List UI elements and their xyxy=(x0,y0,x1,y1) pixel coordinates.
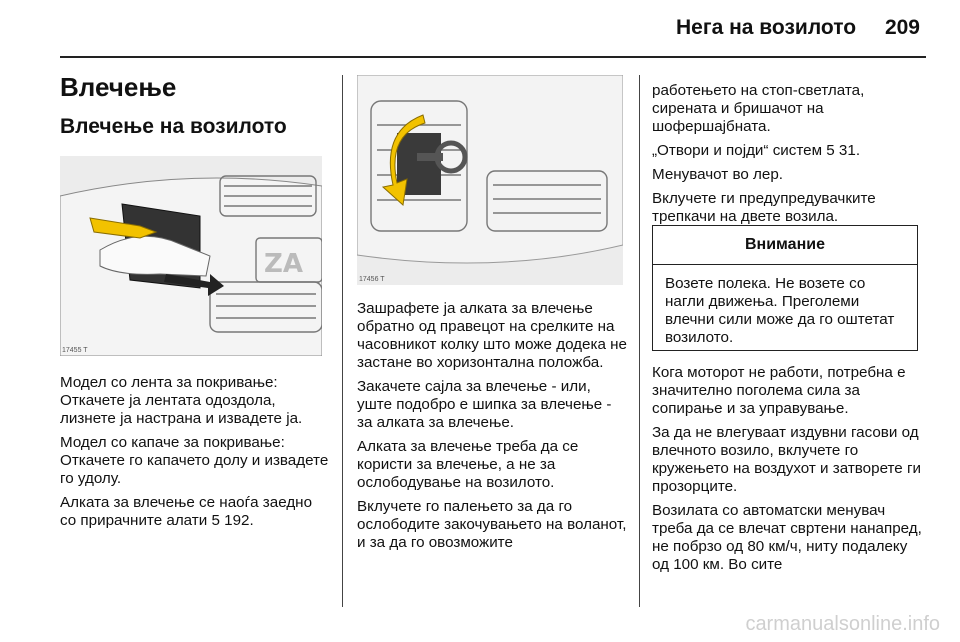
figure-id-17456: 17456 T xyxy=(359,276,385,283)
warning-box xyxy=(652,225,918,351)
column-divider-1 xyxy=(342,75,343,607)
paragraph: За да не влегуваат издувни гасови од влечното возило, вклучете го кружењето на воздухот и затворете ги прозорците. xyxy=(652,424,921,495)
warning-title: Внимание xyxy=(653,226,917,265)
paragraph: Алката за влечење треба да се користи за влечење, а не за ослободување на возилото. xyxy=(357,438,579,491)
paragraph: Модел со капаче за покривање: Откачете го капачето долу и извадете го удолу. xyxy=(60,434,329,487)
paragraph: Менувачот во лер. xyxy=(652,166,783,183)
paragraph: Алката за влечење се наоѓа заедно со прирачните алати 5 192. xyxy=(60,494,313,529)
paragraph: Модел со лента за покривање: Откачете ја лентата одоздола, лизнете ја настрана и извадете ја. xyxy=(60,374,303,427)
paragraph: Закачете сајла за влечење - или, уште подобро е шипка за влечење - за алката за влечење. xyxy=(357,378,612,431)
page-header-title: Нега на возилото xyxy=(676,16,857,39)
paragraph: Возилата со автоматски менувач треба да се влечат свртени нанапред, не побрзо од 80 км/ч, ниту подалеку од 100 км. Во сите xyxy=(652,502,922,573)
right-text-top xyxy=(652,82,920,232)
paragraph: Зашрафете ја алката за влечење обратно од правецот на срелките на часовникот колку што може додека не застане во хоризонтална положба. xyxy=(357,300,627,371)
watermark: carmanualsonline.info xyxy=(745,613,940,635)
middle-text xyxy=(357,300,629,558)
right-text-bottom xyxy=(652,364,924,580)
towing-eye-cover-photo xyxy=(60,156,322,356)
paragraph: Вклучете го палењето за да го ослободите закочувањето на воланот, и за да го овозможите xyxy=(357,498,627,551)
paragraph: Кога моторот не работи, потребна е значително поголема сила за сопирање и за управување. xyxy=(652,364,906,417)
paragraph: работењето на стоп-светлата, сирената и бришачот на шофершајбната. xyxy=(652,82,865,135)
column-divider-2 xyxy=(639,75,640,607)
left-text xyxy=(60,374,332,536)
section-subheading: Влечење на возилото xyxy=(60,115,287,138)
warning-text: Возете полека. Не возете со нагли движења. Преголеми влечни сили може да го оштетат возилото. xyxy=(665,275,895,346)
figure-id-17455: 17455 T xyxy=(62,347,88,354)
towing-eye-install-photo xyxy=(357,75,623,285)
paragraph: Вклучете ги предупредувачките трепкачи на двете возила. xyxy=(652,190,876,225)
left-column xyxy=(60,72,330,140)
page-number: 209 xyxy=(884,16,920,39)
header-divider xyxy=(60,56,926,58)
section-heading: Влечење xyxy=(60,72,177,102)
paragraph: „Отвори и појди“ систем 5 31. xyxy=(652,142,861,159)
svg-text:ZA: ZA xyxy=(264,249,303,279)
